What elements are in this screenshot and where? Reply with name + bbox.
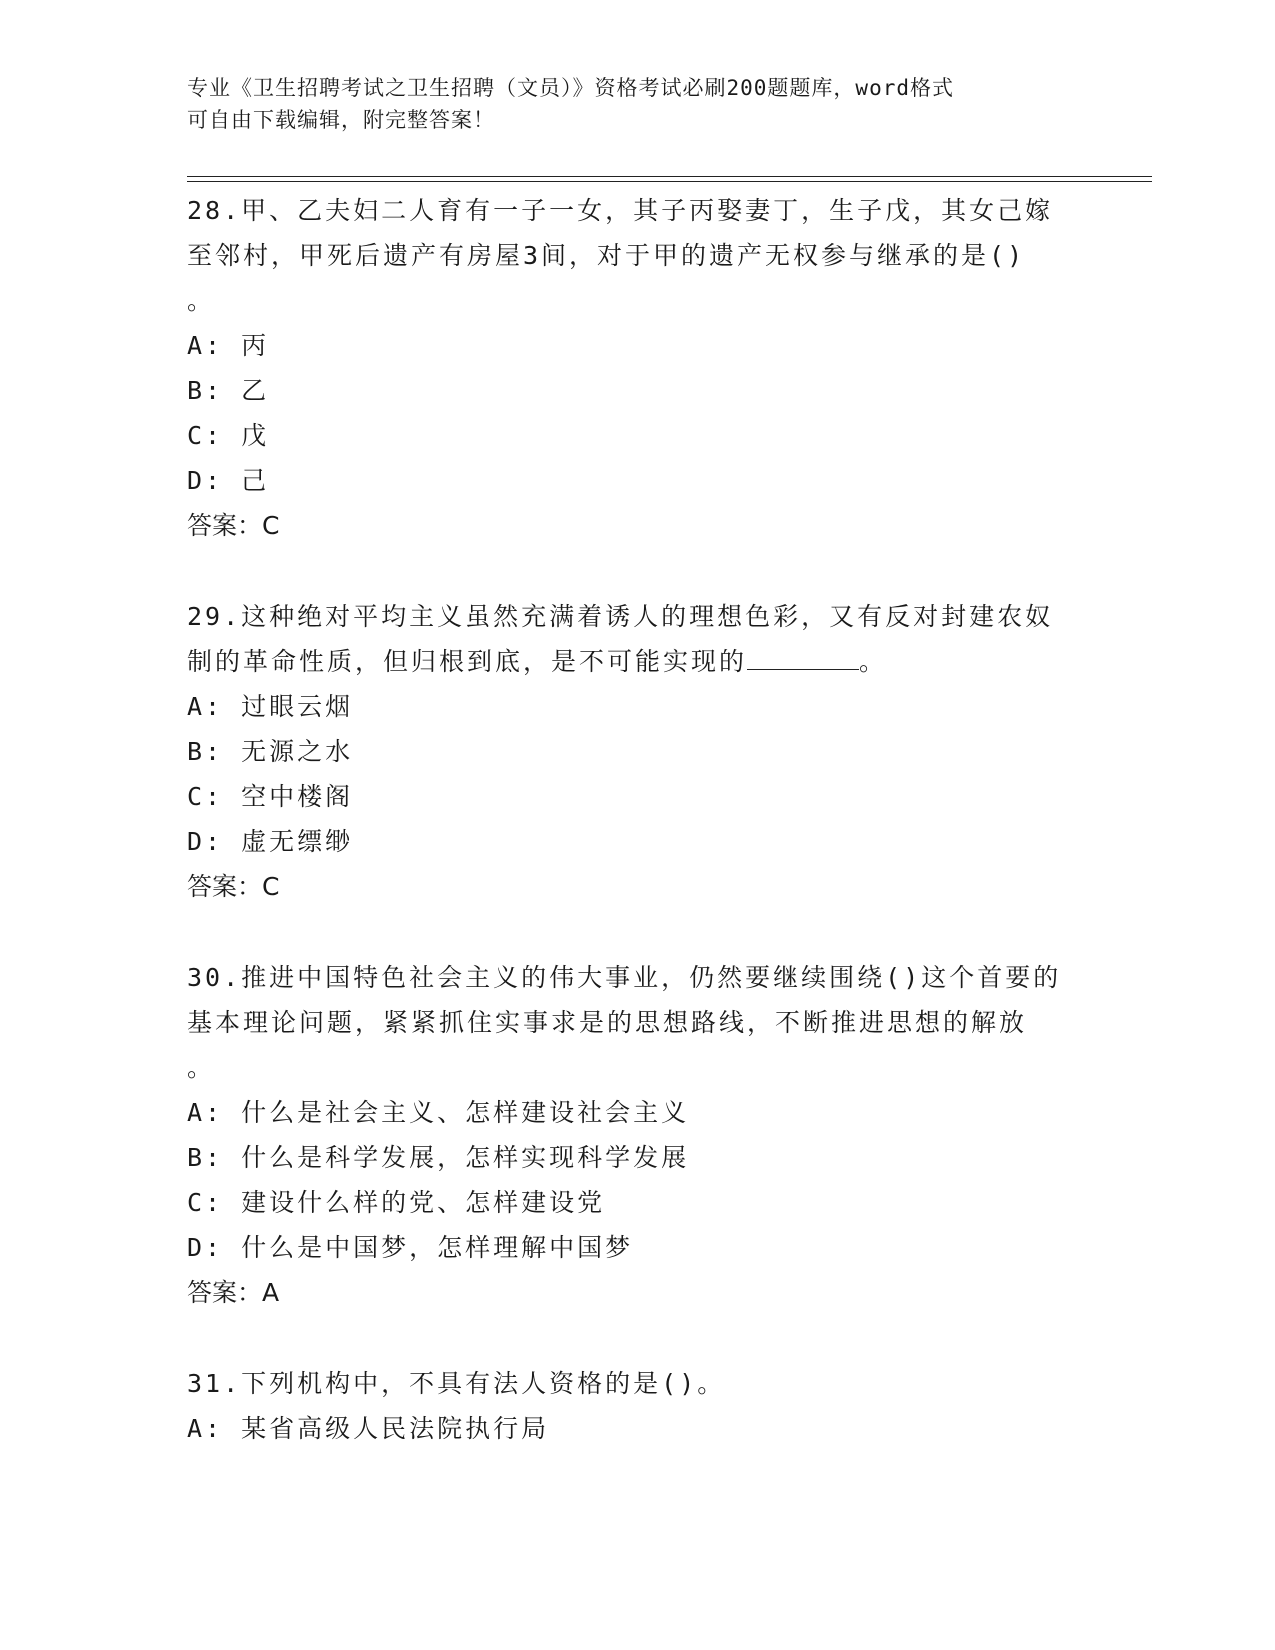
option-b: B: 乙 bbox=[187, 376, 270, 405]
question-28 bbox=[187, 188, 1087, 548]
question-30 bbox=[187, 955, 1087, 1315]
option-b: B: 无源之水 bbox=[187, 737, 354, 766]
option-c: C: 戊 bbox=[187, 421, 270, 450]
option-b: B: 什么是科学发展，怎样实现科学发展 bbox=[187, 1143, 690, 1172]
question-stem: 28.甲、乙夫妇二人育有一子一女，其子丙娶妻丁，生子戊，其女己嫁 至邻村，甲死后遗产有房屋3间，对于甲的遗产无权参与继承的是() 。 bbox=[187, 196, 1054, 315]
header-divider-top bbox=[187, 176, 1152, 177]
header-divider-bottom bbox=[187, 181, 1152, 182]
question-29 bbox=[187, 594, 1087, 909]
option-d: D: 己 bbox=[187, 466, 270, 495]
question-stem: 31.下列机构中，不具有法人资格的是()。 bbox=[187, 1369, 726, 1398]
question-stem bbox=[187, 594, 1087, 684]
option-c: C: 建设什么样的党、怎样建设党 bbox=[187, 1188, 606, 1217]
option-d: D: 虚无缥缈 bbox=[187, 827, 354, 856]
question-stem-end: 。 bbox=[859, 647, 888, 676]
question-list bbox=[187, 188, 1087, 1451]
answer-label: 答案：A bbox=[187, 1278, 280, 1307]
answer-label: 答案：C bbox=[187, 511, 280, 540]
question-stem-text: 29.这种绝对平均主义虽然充满着诱人的理想色彩，又有反对封建农奴 制的革命性质，但归根到底，是不可能实现的 bbox=[187, 602, 1054, 676]
answer-label: 答案：C bbox=[187, 872, 280, 901]
document-header bbox=[187, 72, 1087, 136]
header-line-1: 专业《卫生招聘考试之卫生招聘（文员）》资格考试必刷200题题库，word格式 bbox=[187, 76, 954, 100]
question-stem: 30.推进中国特色社会主义的伟大事业，仍然要继续围绕()这个首要的 基本理论问题，紧紧抓住实事求是的思想路线，不断推进思想的解放 。 bbox=[187, 963, 1062, 1082]
option-a: A: 什么是社会主义、怎样建设社会主义 bbox=[187, 1098, 690, 1127]
header-line-2: 可自由下载编辑，附完整答案！ bbox=[187, 108, 495, 132]
option-d: D: 什么是中国梦，怎样理解中国梦 bbox=[187, 1233, 634, 1262]
option-a: A: 某省高级人民法院执行局 bbox=[187, 1414, 550, 1443]
option-a: A: 过眼云烟 bbox=[187, 692, 354, 721]
fill-blank bbox=[747, 641, 859, 670]
option-c: C: 空中楼阁 bbox=[187, 782, 354, 811]
option-a: A: 丙 bbox=[187, 331, 270, 360]
question-31 bbox=[187, 1361, 1087, 1451]
